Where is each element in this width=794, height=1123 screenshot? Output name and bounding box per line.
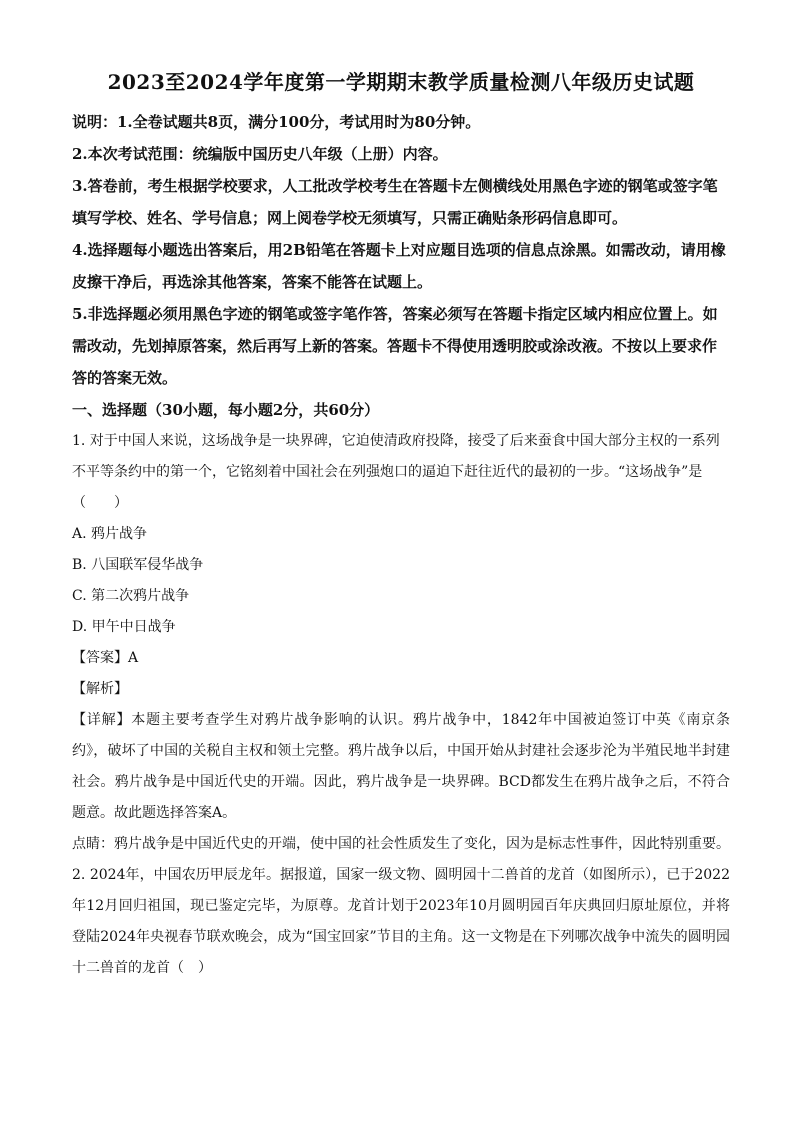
instruction-item: 4.选择题每小题选出答案后，用2B铅笔在答题卡上对应题目选项的信息点涂黑。如需改动，请用橡皮擦干净后，再选涂其他答案，答案不能答在试题上。 bbox=[72, 241, 726, 291]
instructions bbox=[72, 106, 730, 394]
answer-blank: （ ） bbox=[72, 495, 128, 511]
instruction-item: 2.本次考试范围：统编版中国历史八年级（上册）内容。 bbox=[72, 145, 448, 163]
instruction-item: 说明：1.全卷试题共8页，满分100分，考试用时为80分钟。 bbox=[72, 113, 481, 131]
answer-value: A bbox=[128, 650, 139, 666]
question-1 bbox=[72, 426, 730, 860]
question-2 bbox=[72, 860, 730, 984]
page-title: 2023至2024学年度第一学期期末教学质量检测八年级历史试题 bbox=[107, 70, 695, 94]
note-paragraph: 点睛：鸦片战争是中国近代史的开端，使中国的社会性质发生了变化，因为是标志性事件，因此特别重要。 bbox=[72, 836, 730, 852]
section-heading: 一、选择题（30小题，每小题2分，共60分） bbox=[72, 401, 380, 419]
question-stem: 1. 对于中国人来说，这场战争是一块界碑，它迫使清政府投降，接受了后来蚕食中国大部分主权的一系列 bbox=[72, 433, 720, 449]
option-b: B. 八国联军侵华战争 bbox=[72, 557, 204, 573]
option-c: C. 第二次鸦片战争 bbox=[72, 588, 190, 604]
detail-tag: 【详解】 bbox=[72, 712, 132, 728]
option-a: A. 鸦片战争 bbox=[72, 526, 148, 542]
option-d: D. 甲午中日战争 bbox=[72, 619, 176, 635]
instruction-item: 5.非选择题必须用黑色字迹的钢笔或签字笔作答，答案必须写在答题卡指定区域内相应位置上。如需改动，先划掉原答案，然后再写上新的答案。答题卡不得使用透明胶或涂改液。不按以上要求作答的答案无效。 bbox=[72, 305, 718, 387]
answer-line bbox=[72, 643, 730, 674]
detail-paragraph bbox=[72, 705, 730, 829]
detail-text: 本题主要考查学生对鸦片战争影响的认识。鸦片战争中，1842年中国被迫签订中英《南京条约》，破坏了中国的关税自主权和领土完整。鸦片战争以后，中国开始从封建社会逐步沦为半殖民地半封建社会。鸦片战争是中国近代史的开端。因此，鸦片战争是一块界碑。BCD都发生在鸦片战争之后，不符合题意。故此题选择答案A。 bbox=[72, 712, 730, 821]
instruction-item: 3.答卷前，考生根据学校要求，人工批改学校考生在答题卡左侧横线处用黑色字迹的钢笔或签字笔填写学校、姓名、学号信息；网上阅卷学校无须填写，只需正确贴条形码信息即可。 bbox=[72, 177, 718, 227]
question-stem: 2. 2024年，中国农历甲辰龙年。据报道，国家一级文物、圆明园十二兽首的龙首（如图所示），已于2022年12月回归祖国，现已鉴定完毕，为原尊。龙首计划于2023年10月圆明园百年庆典回归原址原位，并将登陆2024年央视春节联欢晚会，成为“国宝回家”节目的主角。这一文物是在下列哪次战争中流失的圆明园十二兽首的龙首（ ） bbox=[72, 867, 730, 976]
analysis-tag: 【解析】 bbox=[72, 681, 128, 697]
question-stem: 不平等条约中的第一个，它铭刻着中国社会在列强炮口的逼迫下赶往近代的最初的一步。“这场战争”是 bbox=[72, 464, 703, 480]
answer-tag: 【答案】 bbox=[72, 650, 128, 666]
